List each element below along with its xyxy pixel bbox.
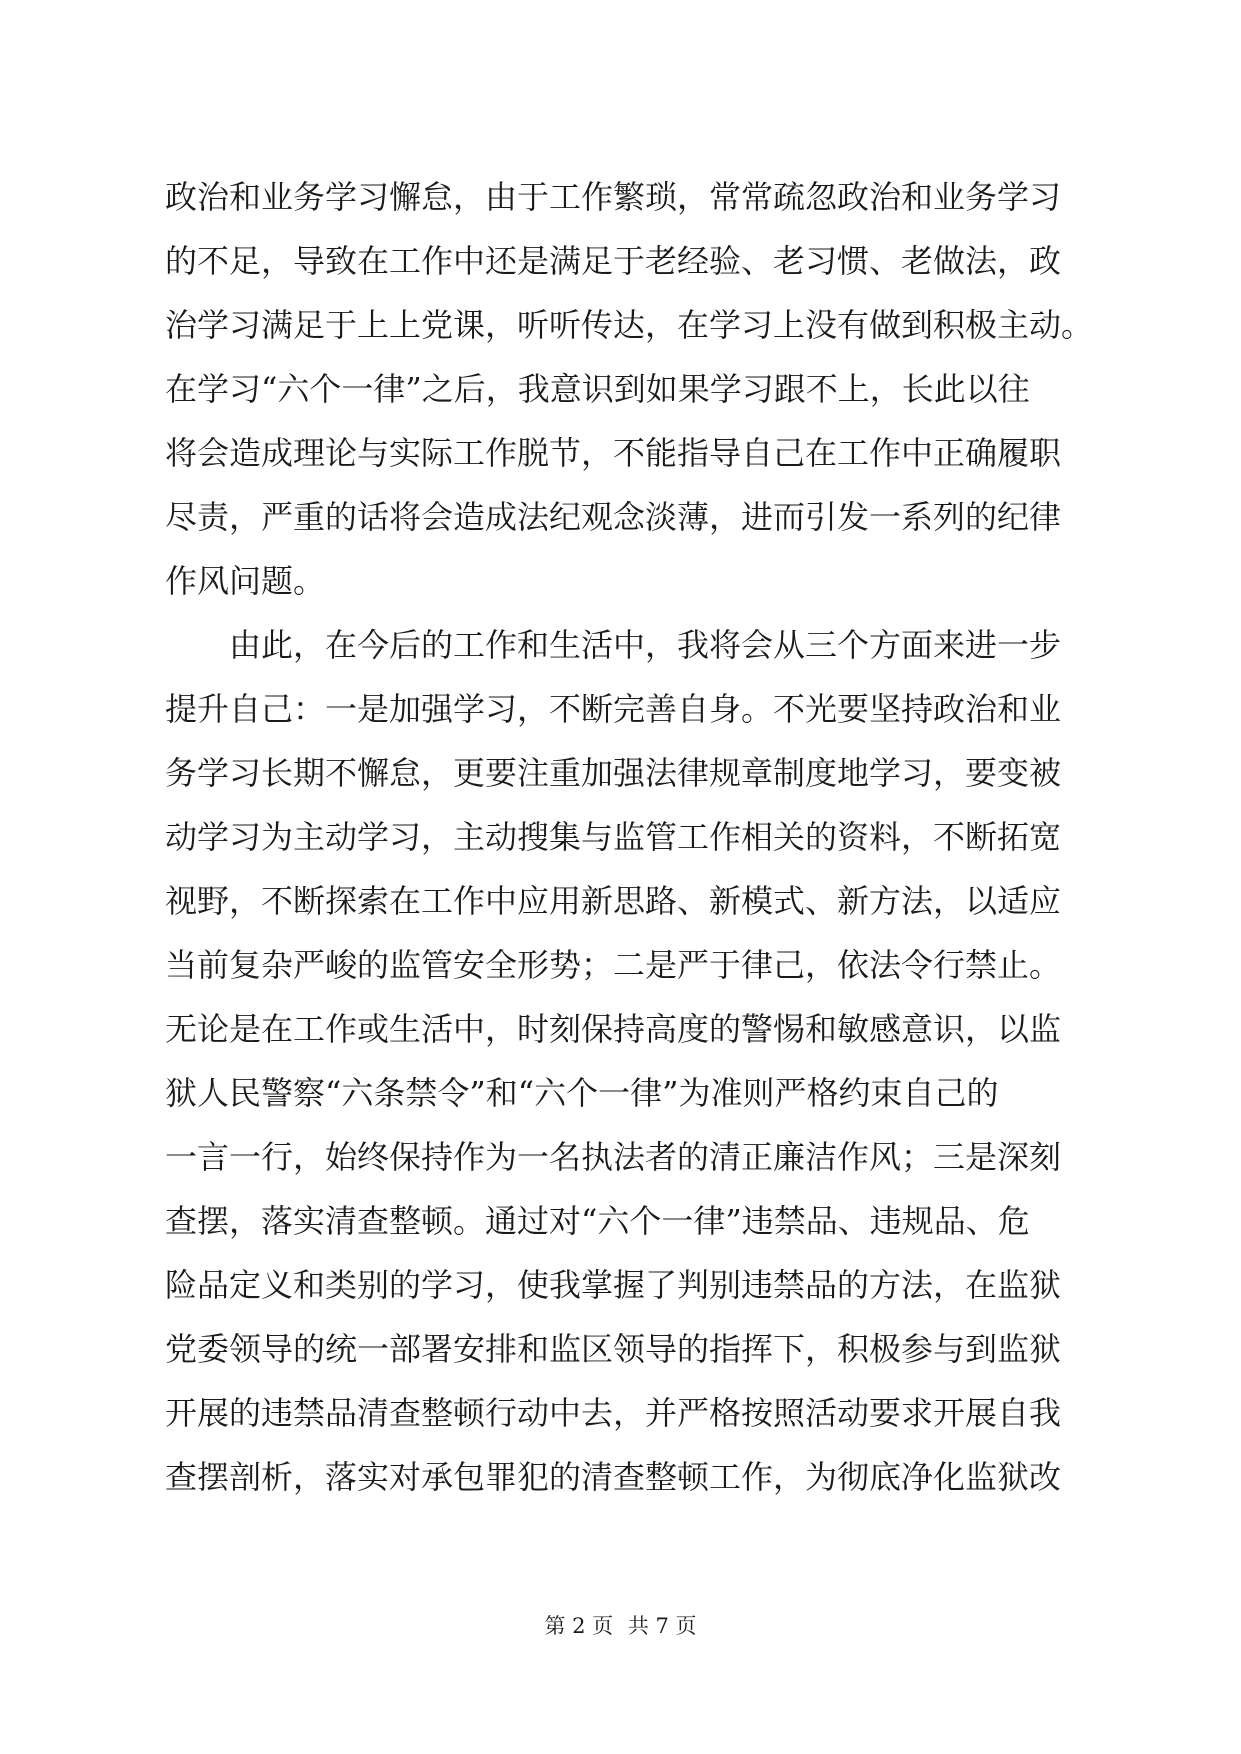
text-line: 作风问题。 [165,562,326,600]
text-line: 提升自己：一是加强学习，不断完善自身。不光要坚持政治和业 [165,690,1062,728]
text-line: 在学习“六个一律”之后，我意识到如果学习跟不上，长此以往 [165,370,1030,408]
text-line: 的不足，导致在工作中还是满足于老经验、老习惯、老做法，政 [165,242,1062,280]
text-line: 一言一行，始终保持作为一名执法者的清正廉洁作风；三是深刻 [165,1138,1062,1176]
text-line: 政治和业务学习懈怠，由于工作繁琐，常常疏忽政治和业务学习 [165,178,1062,216]
text-line: 当前复杂严峻的监管安全形势；二是严于律己，依法令行禁止。 [165,946,1062,984]
page-total: 共 7 页 [627,1614,697,1638]
text-line: 党委领导的统一部署安排和监区领导的指挥下，积极参与到监狱 [165,1330,1062,1368]
page-footer [0,1610,1241,1640]
text-line: 狱人民警察“六条禁令”和“六个一律”为准则严格约束自己的 [165,1074,999,1112]
text-line: 由此，在今后的工作和生活中，我将会从三个方面来进一步 [165,626,1062,664]
text-line: 险品定义和类别的学习，使我掌握了判别违禁品的方法，在监狱 [165,1266,1062,1304]
text-line: 查摆剖析，落实对承包罪犯的清查整顿工作，为彻底净化监狱改 [165,1458,1062,1496]
text-line: 尽责，严重的话将会造成法纪观念淡薄，进而引发一系列的纪律 [165,498,1062,536]
text-line: 务学习长期不懈怠，更要注重加强法律规章制度地学习，要变被 [165,754,1062,792]
page-number: 第 2 页 [544,1614,614,1638]
text-line: 动学习为主动学习，主动搜集与监管工作相关的资料，不断拓宽 [165,818,1062,856]
text-line: 开展的违禁品清查整顿行动中去，并严格按照活动要求开展自我 [165,1394,1062,1432]
text-line: 查摆，落实清查整顿。通过对“六个一律”违禁品、违规品、危 [165,1202,1030,1240]
text-line: 视野，不断探索在工作中应用新思路、新模式、新方法，以适应 [165,882,1062,920]
text-line: 治学习满足于上上党课，听听传达，在学习上没有做到积极主动。 [165,306,1094,344]
text-line: 将会造成理论与实际工作脱节，不能指导自己在工作中正确履职 [165,434,1062,472]
text-line: 无论是在工作或生活中，时刻保持高度的警惕和敏感意识，以监 [165,1010,1062,1048]
document-body [165,165,1095,1509]
